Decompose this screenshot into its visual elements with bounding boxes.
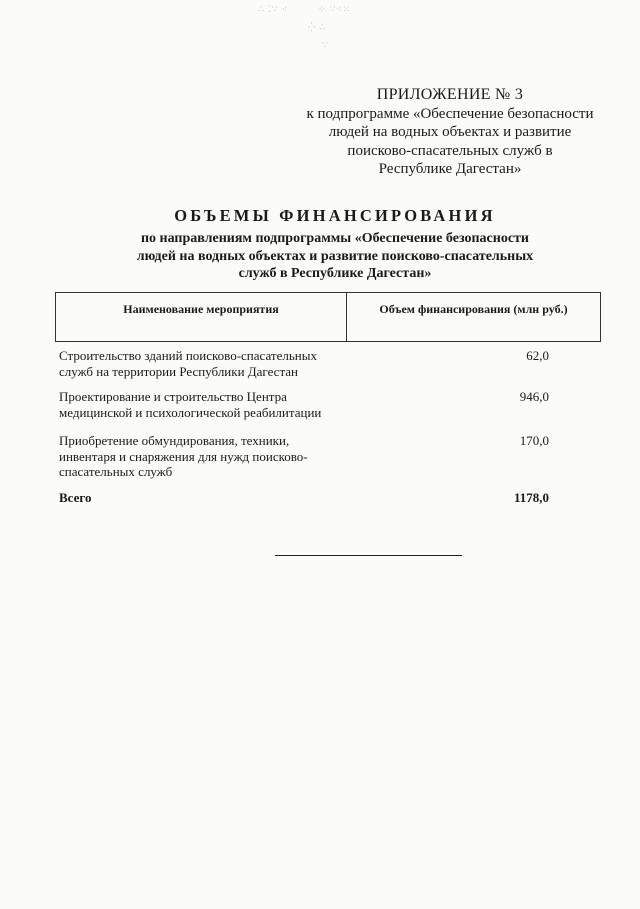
appendix-line: к подпрограмме «Обеспечение безопасности (306, 105, 594, 122)
title-line: по направлениям подпрограммы «Обеспечение безопасности (140, 231, 529, 246)
title-main: ОБЪЕМЫ ФИНАНСИРОВАНИЯ (174, 206, 496, 225)
title-line: людей на водных объектах и развитие поисково-спасательных (136, 248, 534, 264)
title-line: служб в Республике Дагестан» (238, 266, 432, 281)
appendix-line: Республике Дагестан» (378, 161, 522, 177)
column-header-name: Наименование мероприятия (56, 293, 347, 341)
appendix-block (300, 86, 600, 179)
row-name: Всего (59, 490, 92, 505)
table-header (55, 292, 601, 342)
appendix-line: поисково-спасательных служб в (347, 142, 553, 159)
scan-artifact: ⁘ ∵⁖⁙ (318, 4, 352, 14)
row-value: 946,0 (519, 389, 549, 404)
appendix-line: людей на водных объектах и развитие (328, 124, 572, 140)
row-name: Строительство зданий поисково-спасательных служб на территории Республики Дагестан (59, 348, 317, 379)
appendix-heading: ПРИЛОЖЕНИЕ № 3 (376, 86, 524, 103)
row-value: 170,0 (519, 433, 549, 448)
scan-artifact: ∴ ⁚∵ ⁖ (258, 4, 289, 14)
row-value: 1178,0 (513, 490, 549, 505)
document-title (60, 206, 610, 283)
column-header-funding: Объем финансирования (млн руб.) (379, 302, 568, 316)
row-name: Приобретение обмундирования, техники, инвентаря и снаряжения для нужд поисково-спасательных служб (59, 433, 308, 479)
scan-artifact: ∵ (322, 40, 329, 50)
scan-artifact: ⁛ ∴ (308, 22, 327, 32)
divider-line (275, 555, 462, 556)
row-name: Проектирование и строительство Центра медицинской и психологической реабилитации (59, 389, 322, 420)
row-value: 62,0 (526, 348, 549, 363)
